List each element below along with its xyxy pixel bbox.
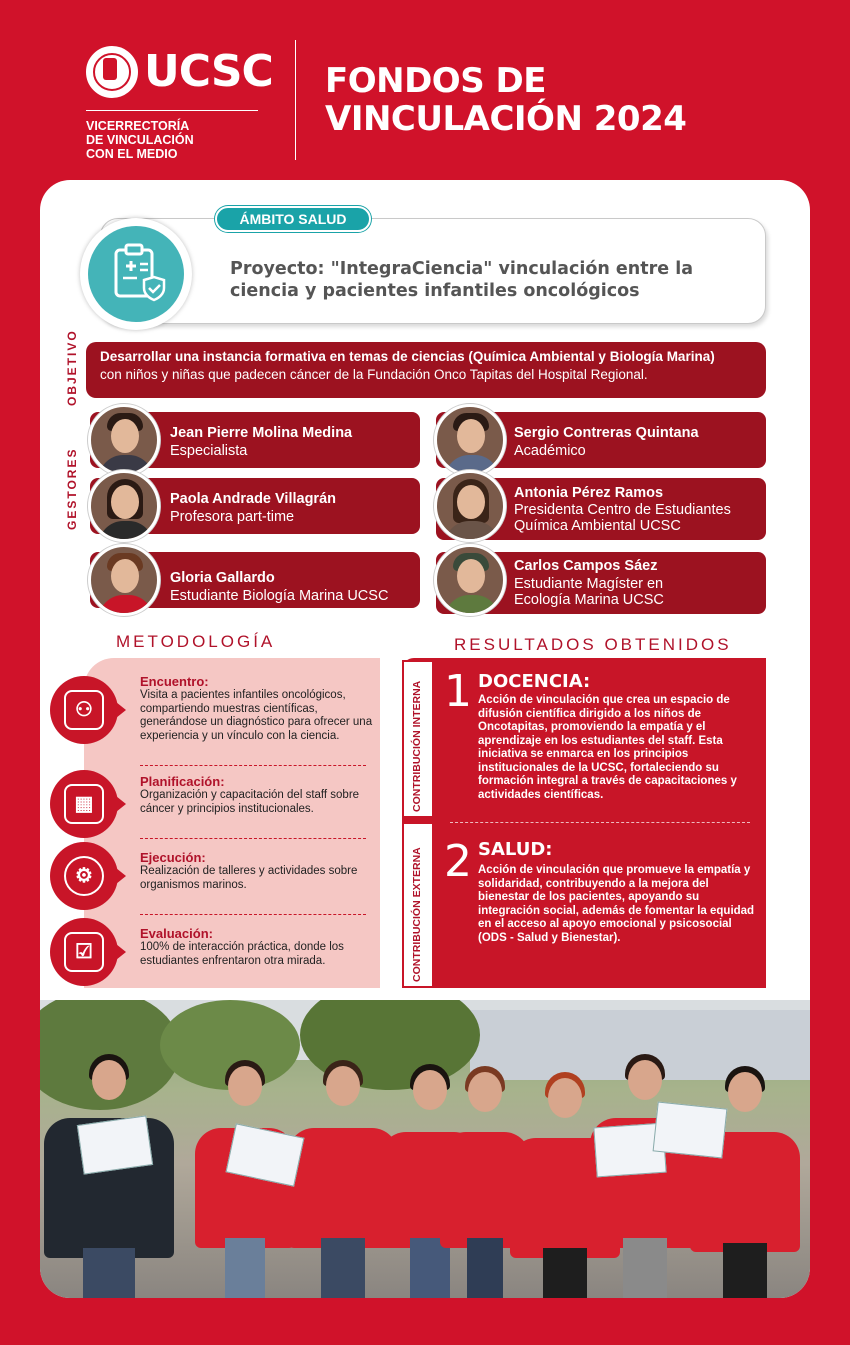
gestor-card: Carlos Campos Sáez Estudiante Magíster en Ecología Marina UCSC <box>436 552 766 614</box>
avatar <box>434 470 506 542</box>
result-text: Acción de vinculación que promueve la empatía y solidaridad, contribuyendo a la mejora del bienestar de los pacientes, apoyando su integración social, además de fomentar la equidad en el acceso al apoyo emocional y psicosocial (ODS - Salud y Bienestar). <box>478 864 755 944</box>
divider <box>140 914 366 915</box>
metodologia-item: Ejecución: Realización de talleres y actividades sobre organismos marinos. <box>140 850 358 891</box>
avatar <box>88 404 160 476</box>
gear-cycle-icon: ⚙ <box>50 842 118 910</box>
calendar-target-icon: ▦ <box>50 770 118 838</box>
gestor-card: Gloria Gallardo Estudiante Biología Marina UCSC <box>90 552 420 608</box>
result-number: 2 <box>444 836 472 887</box>
header <box>0 0 850 180</box>
objetivo-text: con niños y niñas que padecen cáncer de la Fundación Onco Tapitas del Hospital Regional. <box>100 367 648 382</box>
avatar <box>88 470 160 542</box>
project-title: Proyecto: "IntegraCiencia" vinculación entre la ciencia y pacientes infantiles oncológicos <box>230 259 693 301</box>
ucsc-seal-logo <box>86 46 138 98</box>
objetivo-box <box>86 342 766 398</box>
objetivo-bold: Desarrollar una instancia formativa en temas de ciencias (Química Ambiental y Biología Marina) <box>100 349 715 364</box>
header-rule <box>86 110 258 111</box>
result-number: 1 <box>444 666 472 717</box>
content-card <box>40 180 810 1298</box>
divider <box>140 838 366 839</box>
gestor-card: Jean Pierre Molina Medina Especialista <box>90 412 420 468</box>
resultados-title: RESULTADOS OBTENIDOS <box>454 635 732 654</box>
vicerrectoria-label: VICERRECTORÍA DE VINCULACIÓN CON EL MEDIO <box>86 119 194 161</box>
result-text: Acción de vinculación que crea un espacio de difusión científica dirigido a los niños de Oncotapitas, promoviendo la empatía y el aprendizaje en los estudiantes del staff. Esta iniciativa se enmarca en los principios institucionales de la UCSC, fortaleciendo su formación integral a través de capacitaciones y actividades científicas. <box>478 694 737 801</box>
avatar <box>434 404 506 476</box>
ambito-badge: ÁMBITO SALUD <box>215 206 371 232</box>
gestor-card: Antonia Pérez Ramos Presidenta Centro de Estudiantes Química Ambiental UCSC <box>436 478 766 540</box>
contribucion-interna-tab: CONTRIBUCIÓN INTERNA <box>402 660 434 818</box>
metodologia-item: Encuentro: Visita a pacientes infantiles oncológicos, compartiendo muestras científicas, generándose un diagnóstico para ofrecer una experiencia y un vínculo con la ciencia. <box>140 674 373 742</box>
divider <box>450 822 750 823</box>
clipboard-health-icon <box>80 218 192 330</box>
metodologia-title: METODOLOGÍA <box>116 632 276 651</box>
page-title: FONDOS DE VINCULACIÓN 2024 <box>325 61 687 139</box>
gestor-card: Sergio Contreras Quintana Académico <box>436 412 766 468</box>
metodologia-item: Evaluación: 100% de interacción práctica, donde los estudiantes enfrentaron otra mirada. <box>140 926 344 967</box>
checklist-icon: ☑ <box>50 918 118 986</box>
objetivo-label: OBJETIVO <box>65 329 79 406</box>
header-divider <box>295 40 296 160</box>
metodologia-item: Planificación: Organización y capacitación del staff sobre cáncer y principios institucionales. <box>140 774 360 815</box>
result-heading: DOCENCIA: <box>478 671 591 692</box>
group-photo <box>40 1000 810 1298</box>
logo-text: UCSC <box>144 46 273 97</box>
gestores-label: GESTORES <box>65 447 79 530</box>
avatar <box>434 544 506 616</box>
result-heading: SALUD: <box>478 839 553 860</box>
divider <box>140 765 366 766</box>
contribucion-externa-tab: CONTRIBUCIÓN EXTERNA <box>402 822 434 988</box>
gestor-card: Paola Andrade Villagrán Profesora part-time <box>90 478 420 534</box>
avatar <box>88 544 160 616</box>
meeting-icon: ⚇ <box>50 676 118 744</box>
